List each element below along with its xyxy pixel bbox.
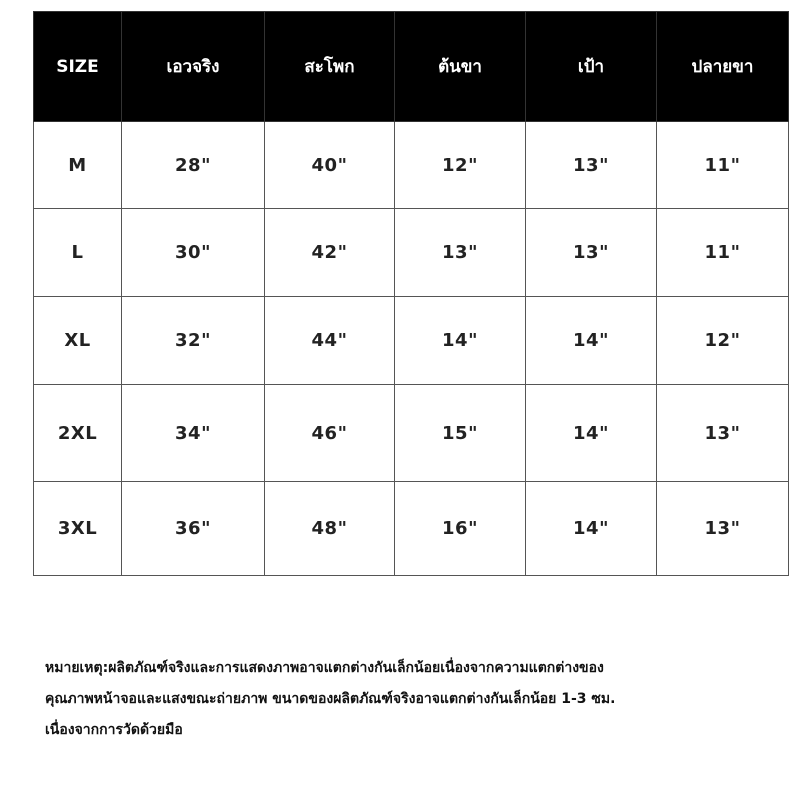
table-row [34, 482, 789, 576]
table-cell: 15" [395, 385, 526, 482]
table-cell: 48" [265, 482, 395, 576]
table-cell: 46" [265, 385, 395, 482]
header-size: SIZE [34, 12, 122, 122]
table-cell: 13" [657, 482, 789, 576]
table-cell: 13" [395, 209, 526, 297]
table-row [34, 122, 789, 209]
table-cell: 11" [657, 122, 789, 209]
table-cell: 12" [395, 122, 526, 209]
header-rise: เป้า [526, 12, 657, 122]
table-cell: 34" [122, 385, 265, 482]
table-header-row [34, 12, 789, 122]
table-cell: 13" [526, 122, 657, 209]
table-cell: 14" [526, 385, 657, 482]
note-line: เนื่องจากการวัดด้วยมือ [45, 722, 183, 738]
table-cell: 13" [526, 209, 657, 297]
table-cell: 30" [122, 209, 265, 297]
table-cell: 12" [657, 297, 789, 385]
table-cell: 28" [122, 122, 265, 209]
table-cell: L [34, 209, 122, 297]
note-line: หมายเหตุ:ผลิตภัณฑ์จริงและการแสดงภาพอาจแตกต่างกันเล็กน้อยเนื่องจากความแตกต่างของ [45, 660, 604, 676]
size-chart-table [33, 11, 789, 576]
note-line: คุณภาพหน้าจอและแสงขณะถ่ายภาพ ขนาดของผลิตภัณฑ์จริงอาจแตกต่างกันเล็กน้อย 1-3 ซม. [45, 691, 616, 707]
table-cell: M [34, 122, 122, 209]
table-cell: XL [34, 297, 122, 385]
disclaimer-note [45, 653, 775, 746]
table-cell: 14" [526, 297, 657, 385]
table-cell: 44" [265, 297, 395, 385]
table-cell: 32" [122, 297, 265, 385]
header-waist: เอวจริง [122, 12, 265, 122]
table-cell: 36" [122, 482, 265, 576]
table-cell: 42" [265, 209, 395, 297]
header-hip: สะโพก [265, 12, 395, 122]
table-cell: 16" [395, 482, 526, 576]
table-cell: 13" [657, 385, 789, 482]
table-cell: 2XL [34, 385, 122, 482]
table-cell: 11" [657, 209, 789, 297]
table-row [34, 385, 789, 482]
table-row [34, 209, 789, 297]
table-cell: 3XL [34, 482, 122, 576]
table-cell: 40" [265, 122, 395, 209]
table-cell: 14" [395, 297, 526, 385]
table-cell: 14" [526, 482, 657, 576]
table-row [34, 297, 789, 385]
header-leg-opening: ปลายขา [657, 12, 789, 122]
header-thigh: ต้นขา [395, 12, 526, 122]
